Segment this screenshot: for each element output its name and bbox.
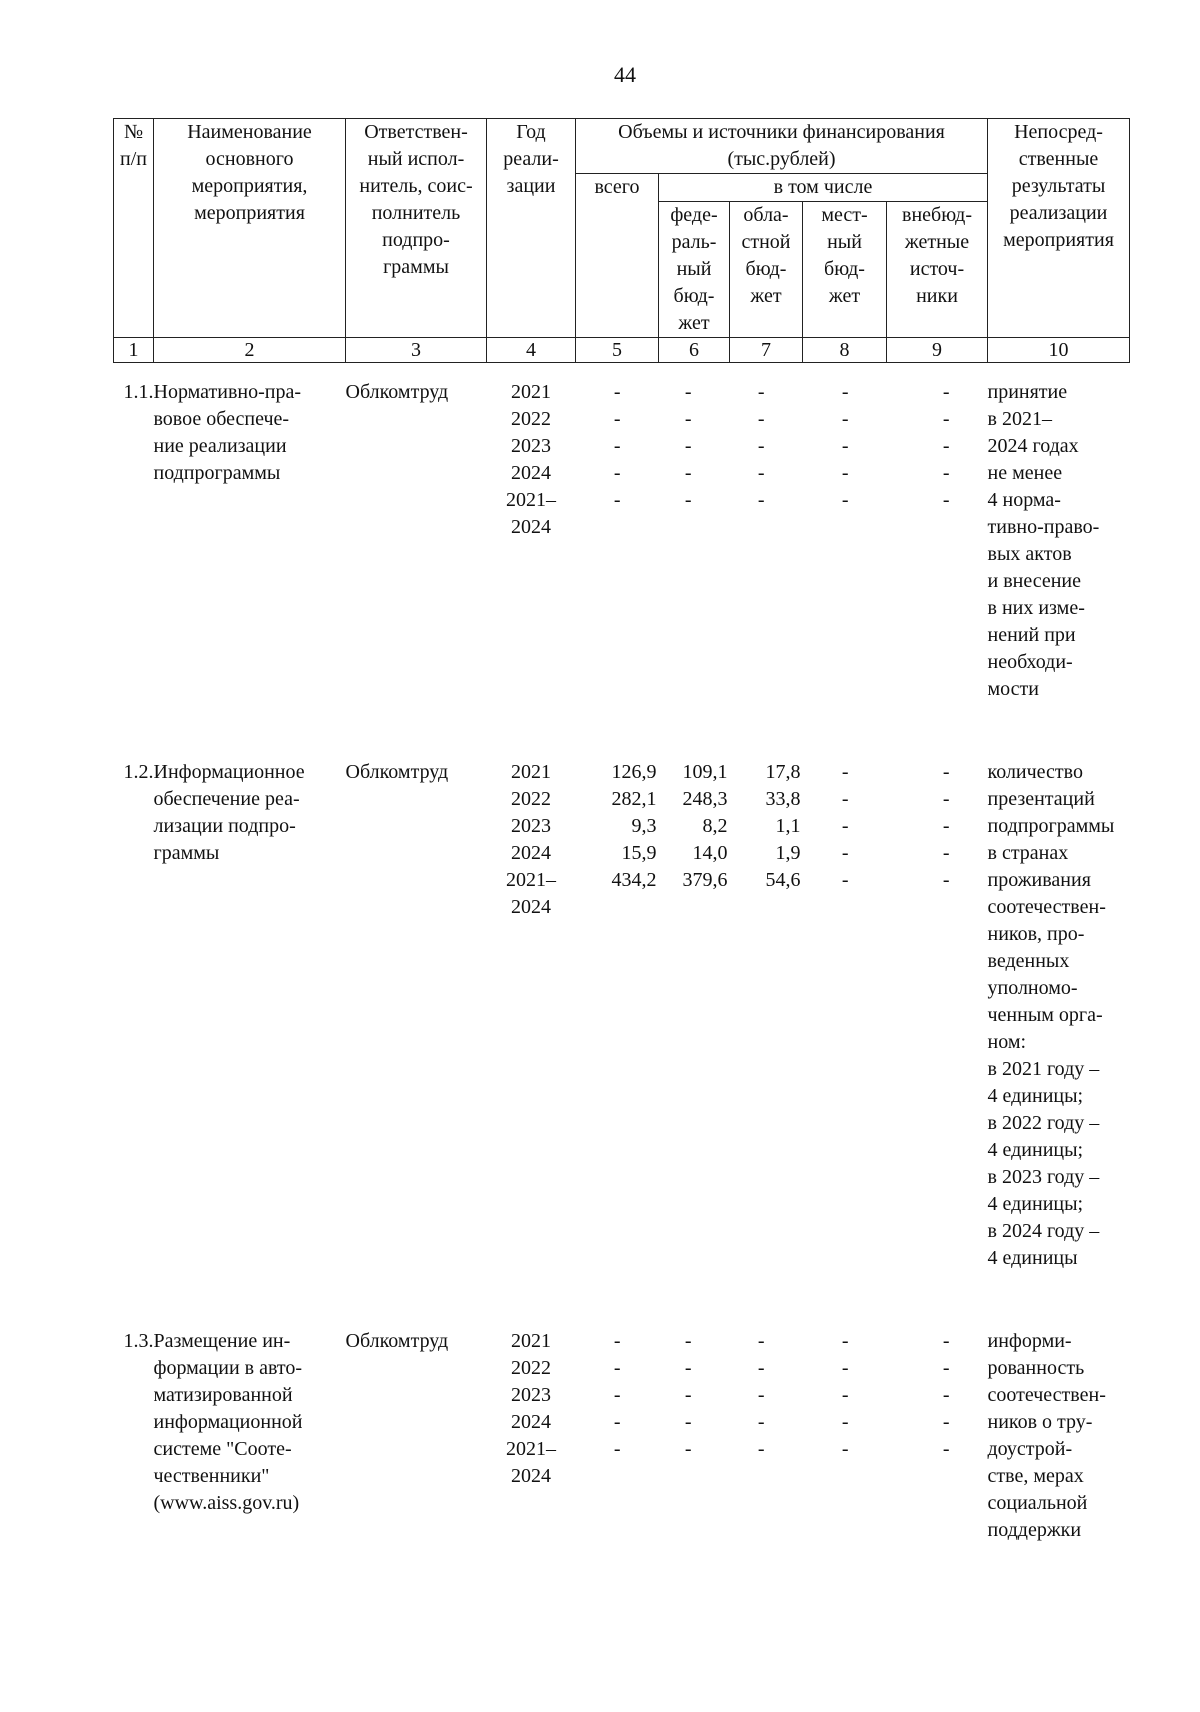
header-total: всего [576,174,659,338]
column-numbers-row [114,338,1130,363]
year-value: 2023 [511,1384,551,1406]
local-value: - [841,1384,849,1406]
regional-value: 1,9 [775,842,801,864]
direct-results: количество презентаций подпрограммы в странах проживания соотечествен- ников, про- веденных уполномо- ченным орга- ном: в 2021 году – 4 единицы; в 2022 году – 4 единицы; в 2023 году – 4 единицы; в 2024 году – 4 единицы [987,761,1115,1269]
federal-value: - [684,462,692,484]
regional-value: - [757,1330,765,1352]
federal-value: 14,0 [692,842,728,864]
header-year: Год реали- зации [487,119,576,338]
local-values [803,1312,887,1584]
regional-value: 17,8 [765,761,801,783]
year-value: 2022 [511,788,551,810]
regional-value: - [757,1438,765,1460]
direct-results: информи- рованность соотечествен- ников о тру- доустрой- стве, мерах социальной поддержки [987,1330,1106,1541]
column-number: 7 [730,338,803,363]
header-regional-budget: обла- стной бюд- жет [730,202,803,338]
regional-value: - [757,489,765,511]
total-value: 126,9 [611,761,657,783]
year-value: 2021 [511,381,551,403]
column-number: 2 [154,338,346,363]
responsible-executor: Облкомтруд [345,381,449,403]
regional-values [730,1312,803,1584]
header-funding-group: Объемы и источники финансирования (тыс.рублей) [576,119,988,174]
local-value: - [841,1357,849,1379]
total-values [576,743,659,1312]
local-value: - [841,788,849,810]
header-local-budget: мест- ный бюд- жет [803,202,887,338]
local-value: - [841,869,849,891]
header-federal-budget: феде- раль- ный бюд- жет [659,202,730,338]
years-cell [487,743,576,1312]
federal-values [659,743,730,1312]
responsible-executor: Облкомтруд [345,761,449,783]
total-value: 15,9 [621,842,657,864]
activity-name: Размещение ин- формации в авто- матизированной информационной системе "Соотe- чественники" (www.aiss.gov.ru) [153,1330,303,1514]
activity-name: Информационное обеспечение реа- лизации подпро- граммы [153,761,305,864]
local-value: - [841,1411,849,1433]
federal-value: - [684,1411,692,1433]
total-value: 9,3 [631,815,657,837]
total-value: - [613,1384,621,1406]
local-value: - [841,489,849,511]
extrabudget-value: - [942,761,950,783]
federal-value: - [684,1357,692,1379]
regional-value: - [757,435,765,457]
extrabudget-value: - [942,1357,950,1379]
federal-values [659,1312,730,1584]
direct-results: принятие в 2021– 2024 годах не менее 4 норма- тивно-право- вых актов и внесение в них изме- нений при необходи- мости [987,381,1100,700]
regional-value: - [757,462,765,484]
extrabudget-value: - [942,815,950,837]
year-value: 2022 [511,1357,551,1379]
year-value: 2024 [511,462,551,484]
regional-value: - [757,381,765,403]
federal-value: - [684,381,692,403]
regional-value: - [757,408,765,430]
federal-value: 248,3 [682,788,728,810]
federal-value: 379,6 [682,869,728,891]
regional-value: 54,6 [765,869,801,891]
column-number: 4 [487,338,576,363]
column-number: 3 [346,338,487,363]
extrabudget-value: - [942,1384,950,1406]
federal-value: 109,1 [682,761,728,783]
header-activity-name: Наименование основного мероприятия, мероприятия [154,119,346,338]
year-value: 2024 [511,842,551,864]
year-value: 2021– 2024 [506,489,556,538]
table-row [114,1312,1130,1584]
table-row [114,363,1130,744]
years-cell [487,1312,576,1584]
federal-values [659,363,730,744]
year-value: 2021 [511,761,551,783]
extrabudget-value: - [942,1411,950,1433]
column-number: 1 [114,338,154,363]
total-values [576,363,659,744]
extrabudget-value: - [942,462,950,484]
local-value: - [841,815,849,837]
total-values [576,1312,659,1584]
federal-value: 8,2 [702,815,728,837]
total-value: - [613,489,621,511]
column-number: 5 [576,338,659,363]
header-responsible: Ответствен- ный испол- нитель, соис- полнитель подпро- граммы [346,119,487,338]
year-value: 2023 [511,815,551,837]
row-number: 1.3. [123,1330,154,1352]
regional-value: - [757,1357,765,1379]
federal-value: - [684,435,692,457]
extrabudget-value: - [942,788,950,810]
column-number: 9 [887,338,988,363]
extrabudget-value: - [942,381,950,403]
extrabudget-value: - [942,489,950,511]
total-value: - [613,462,621,484]
local-values [803,363,887,744]
total-value: - [613,1411,621,1433]
extrabudget-value: - [942,408,950,430]
year-value: 2023 [511,435,551,457]
regional-values [730,363,803,744]
extrabudget-value: - [942,869,950,891]
federal-value: - [684,1330,692,1352]
year-value: 2024 [511,1411,551,1433]
local-value: - [841,761,849,783]
total-value: - [613,1330,621,1352]
header-row-number: № п/п [114,119,154,338]
regional-value: 33,8 [765,788,801,810]
local-value: - [841,1438,849,1460]
total-value: 434,2 [611,869,657,891]
years-cell [487,363,576,744]
extrabudget-values [887,743,988,1312]
extrabudget-value: - [942,842,950,864]
table-row [114,743,1130,1312]
total-value: - [613,435,621,457]
total-value: 282,1 [611,788,657,810]
local-value: - [841,381,849,403]
regional-value: - [757,1384,765,1406]
activity-name: Нормативно-пра- вовое обеспече- ние реализации подпрограммы [153,381,302,484]
local-value: - [841,1330,849,1352]
header-extrabudget: внебюд- жетные источ- ники [887,202,988,338]
federal-value: - [684,1384,692,1406]
year-value: 2021 [511,1330,551,1352]
extrabudget-value: - [942,1438,950,1460]
extrabudget-value: - [942,435,950,457]
total-value: - [613,381,621,403]
total-value: - [613,408,621,430]
year-value: 2021– 2024 [506,1438,556,1487]
row-number: 1.1. [123,381,154,403]
page-number: 44 [614,62,636,87]
financing-table [113,118,1130,1584]
year-value: 2021– 2024 [506,869,556,918]
column-number: 10 [988,338,1130,363]
regional-value: - [757,1411,765,1433]
total-value: - [613,1357,621,1379]
local-value: - [841,435,849,457]
regional-values [730,743,803,1312]
federal-value: - [684,408,692,430]
year-value: 2022 [511,408,551,430]
responsible-executor: Облкомтруд [345,1330,449,1352]
extrabudget-values [887,1312,988,1584]
federal-value: - [684,489,692,511]
header-results: Непосред- ственные результаты реализации мероприятия [988,119,1130,338]
federal-value: - [684,1438,692,1460]
header-including: в том числе [659,174,988,202]
column-number: 6 [659,338,730,363]
extrabudget-value: - [942,1330,950,1352]
column-number: 8 [803,338,887,363]
extrabudget-values [887,363,988,744]
local-value: - [841,462,849,484]
local-value: - [841,408,849,430]
local-values [803,743,887,1312]
regional-value: 1,1 [775,815,801,837]
total-value: - [613,1438,621,1460]
row-number: 1.2. [123,761,154,783]
local-value: - [841,842,849,864]
